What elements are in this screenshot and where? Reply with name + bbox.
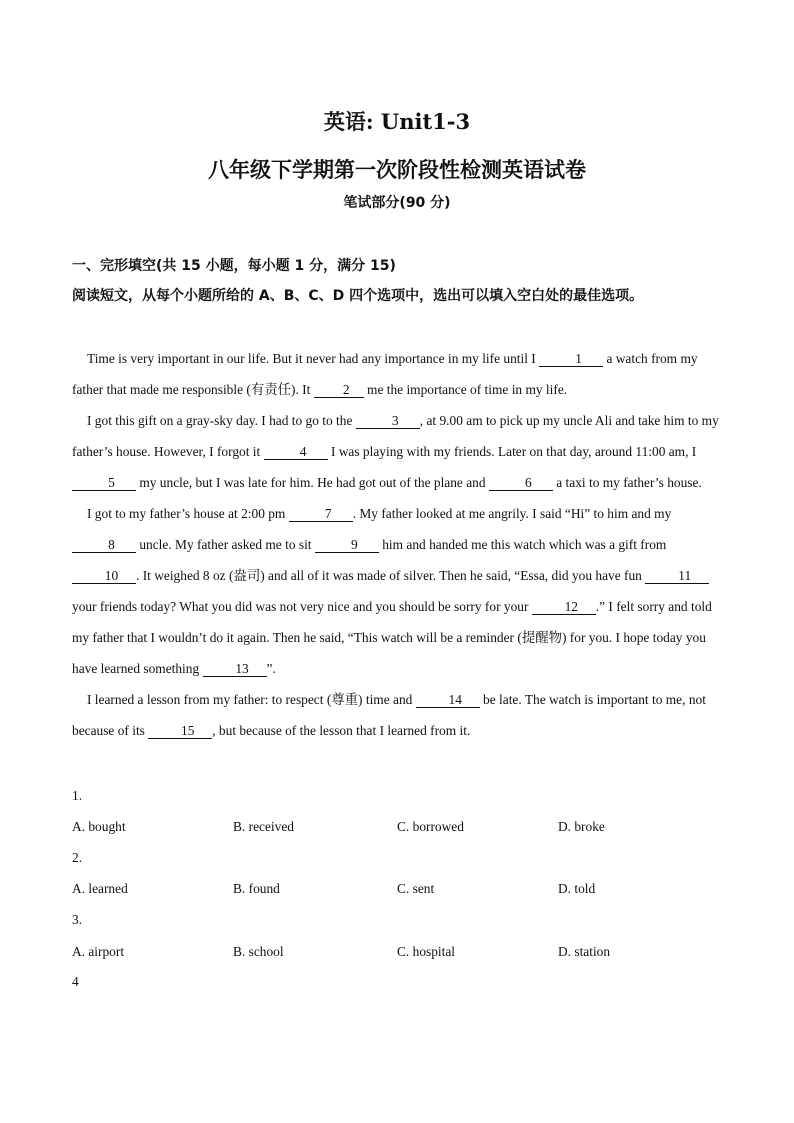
passage-text: Time is very important in our life. But it never had any importance in my life until I xyxy=(87,351,540,366)
question-number: 1. xyxy=(72,788,83,803)
passage-text: , at 9.00 am to pick up my uncle Ali and take him to my father’s house. However, I forgot it xyxy=(72,413,719,459)
passage-text: a taxi to my father’s house. xyxy=(552,475,702,490)
option-d: D. told xyxy=(558,881,596,896)
section-instruction: 阅读短文，从每个小题所给的 A、B、C、D 四个选项中，选出可以填入空白处的最佳选项。 xyxy=(72,288,644,304)
passage-text: I got this gift on a gray-sky day. I had to go to the xyxy=(87,413,356,428)
blank-15: 15 xyxy=(148,723,212,739)
blank-8: 8 xyxy=(72,537,136,553)
passage-text: be late. The watch is important to me, not because of its xyxy=(72,692,706,738)
blank-12: 12 xyxy=(532,599,596,615)
question-number: 3. xyxy=(72,912,83,927)
passage-text: I got to my father’s house at 2:00 pm xyxy=(87,506,289,521)
blank-13: 13 xyxy=(203,661,267,677)
passage-text: me the importance of time in my life. xyxy=(363,382,568,397)
blank-5: 5 xyxy=(72,475,136,491)
option-c: C. borrowed xyxy=(397,819,464,834)
option-c: C. hospital xyxy=(397,944,456,959)
page-title: 英语: Unit1-3 xyxy=(323,109,471,134)
blank-10: 10 xyxy=(72,568,136,584)
passage-paragraph-4 xyxy=(72,684,724,746)
blank-9: 9 xyxy=(315,537,379,553)
passage-text: I was playing with my friends. Later on that day, around 11:00 am, I xyxy=(327,444,697,459)
blank-2: 2 xyxy=(314,382,364,398)
option-d: D. broke xyxy=(558,819,605,834)
option-d: D. station xyxy=(558,944,611,959)
passage-text: ”. xyxy=(266,661,276,676)
passage-text: him and handed me this watch which was a gift from xyxy=(378,537,667,552)
blank-11: 11 xyxy=(645,568,709,584)
passage-text: . My father looked at me angrily. I said “Hi” to him and my xyxy=(352,506,672,521)
blank-14: 14 xyxy=(416,692,480,708)
passage-paragraph-2 xyxy=(72,405,724,498)
passage-text: a watch from my father that made me responsible (有责任). It xyxy=(72,351,698,397)
passage-text: .” I felt sorry and told my father that I wouldn’t do it again. Then he said, “This watch will be a reminder (提醒物) for you. I hope today you have learned something xyxy=(72,599,712,676)
exam-subtitle: 八年级下学期第一次阶段性检测英语试卷 xyxy=(208,158,586,182)
blank-6: 6 xyxy=(489,475,553,491)
blank-1: 1 xyxy=(539,351,603,367)
written-part-label: 笔试部分(90 分) xyxy=(343,195,451,211)
passage-text: I learned a lesson from my father: to respect (尊重) time and xyxy=(87,692,416,707)
passage-text: . It weighed 8 oz (盎司) and all of it was made of silver. Then he said, “Essa, did you have fun xyxy=(136,568,646,583)
option-a: A. airport xyxy=(72,944,125,959)
option-b: B. school xyxy=(233,944,284,959)
section-heading: 一、完形填空(共 15 小题，每小题 1 分，满分 15) xyxy=(72,258,396,274)
passage-paragraph-1 xyxy=(72,343,724,405)
option-c: C. sent xyxy=(397,881,435,896)
passage-paragraph-3 xyxy=(72,498,724,684)
option-b: B. received xyxy=(233,819,294,834)
option-a: A. bought xyxy=(72,819,126,834)
passage-text: uncle. My father asked me to sit xyxy=(136,537,315,552)
cloze-passage xyxy=(72,343,724,746)
passage-text: your friends today? What you did was not very nice and you should be sorry for your xyxy=(72,599,532,614)
passage-text: , but because of the lesson that I learned from it. xyxy=(212,723,471,738)
blank-4: 4 xyxy=(264,444,328,460)
question-number: 2. xyxy=(72,850,83,865)
option-b: B. found xyxy=(233,881,280,896)
question-number: 4 xyxy=(72,974,79,989)
option-a: A. learned xyxy=(72,881,128,896)
blank-3: 3 xyxy=(356,413,420,429)
passage-text: my uncle, but I was late for him. He had got out of the plane and xyxy=(136,475,489,490)
blank-7: 7 xyxy=(289,506,353,522)
